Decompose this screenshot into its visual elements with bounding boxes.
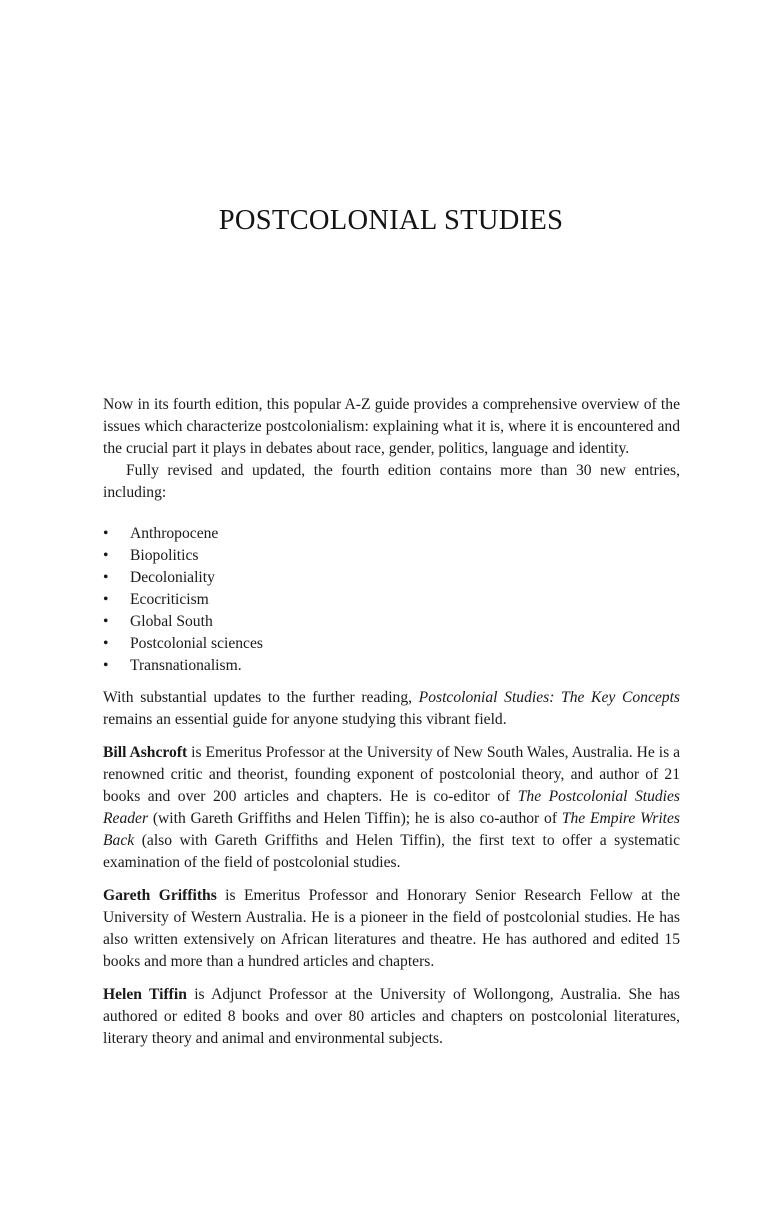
author-name: Bill Ashcroft (103, 744, 188, 761)
list-item (103, 545, 680, 567)
list-item-label: Biopolitics (130, 547, 199, 564)
back-cover-text (103, 394, 680, 1050)
revision-paragraph: Fully revised and updated, the fourth edition contains more than 30 new entries, including: (103, 462, 680, 501)
page-title: POSTCOLONIAL STUDIES (218, 205, 564, 236)
list-item (103, 567, 680, 589)
work-title: The Postcolonial Studies Reader (103, 788, 681, 827)
book-title: Postcolonial Studies: The Key Concepts (418, 689, 680, 706)
bullet-icon: • (103, 525, 109, 542)
list-item-label: Anthropocene (130, 525, 219, 542)
bullet-icon: • (103, 591, 109, 608)
author-name: Helen Tiffin (103, 986, 187, 1003)
list-item-label: Global South (130, 613, 213, 630)
list-item-label: Transnationalism. (130, 657, 242, 674)
bio-text: (also with Gareth Griffiths and Helen Tiffin), the first text to offer a systematic examination of the field of postcolonial studies. (103, 832, 680, 871)
bio-text: (with Gareth Griffiths and Helen Tiffin); he is also co-author of (148, 810, 562, 827)
bio-text: is Emeritus Professor and Honorary Senior Research Fellow at the University of Western Australia. He is a pioneer in the field of postcolonial studies. He has also written extensively on African literatures and theatre. He has authored and edited 15 books and more than a hundred articles and chapters. (103, 887, 680, 970)
bio-text: is Emeritus Professor at the University of New South Wales, Australia. He is a renowned critic and theorist, founding exponent of postcolonial theory, and author of 21 books and over 200 articles and chapters. He is co-editor of (103, 744, 680, 805)
list-item (103, 611, 680, 633)
bio-tiffin (103, 984, 680, 1050)
closing-paragraph (103, 687, 680, 731)
bullet-icon: • (103, 657, 109, 674)
list-item (103, 633, 680, 655)
list-item (103, 589, 680, 611)
list-item-label: Postcolonial sciences (130, 635, 263, 652)
bullet-icon: • (103, 569, 109, 586)
work-title: The Empire Writes Back (103, 810, 680, 849)
closing-text-pre: With substantial updates to the further reading, (103, 689, 419, 706)
author-name: Gareth Griffiths (103, 887, 217, 904)
closing-text-post: remains an essential guide for anyone studying this vibrant field. (103, 711, 507, 728)
bio-ashcroft (103, 742, 680, 874)
list-item (103, 655, 680, 677)
bio-griffiths (103, 885, 680, 973)
bullet-icon: • (103, 547, 109, 564)
bullet-icon: • (103, 635, 109, 652)
list-item-label: Ecocriticism (130, 591, 209, 608)
intro-paragraph: Now in its fourth edition, this popular A-Z guide provides a comprehensive overview of the issues which characterize postcolonialism: explaining what it is, where it is encountered and the crucial part it plays in debates about race, gender, politics, language and identity. (103, 396, 680, 457)
new-entries-list (103, 523, 680, 677)
bullet-icon: • (103, 613, 109, 630)
list-item (103, 523, 680, 545)
bio-text: is Adjunct Professor at the University of Wollongong, Australia. She has authored or edited 8 books and over 80 articles and chapters on postcolonial literatures, literary theory and animal and environmental subjects. (103, 986, 680, 1047)
list-item-label: Decoloniality (130, 569, 215, 586)
